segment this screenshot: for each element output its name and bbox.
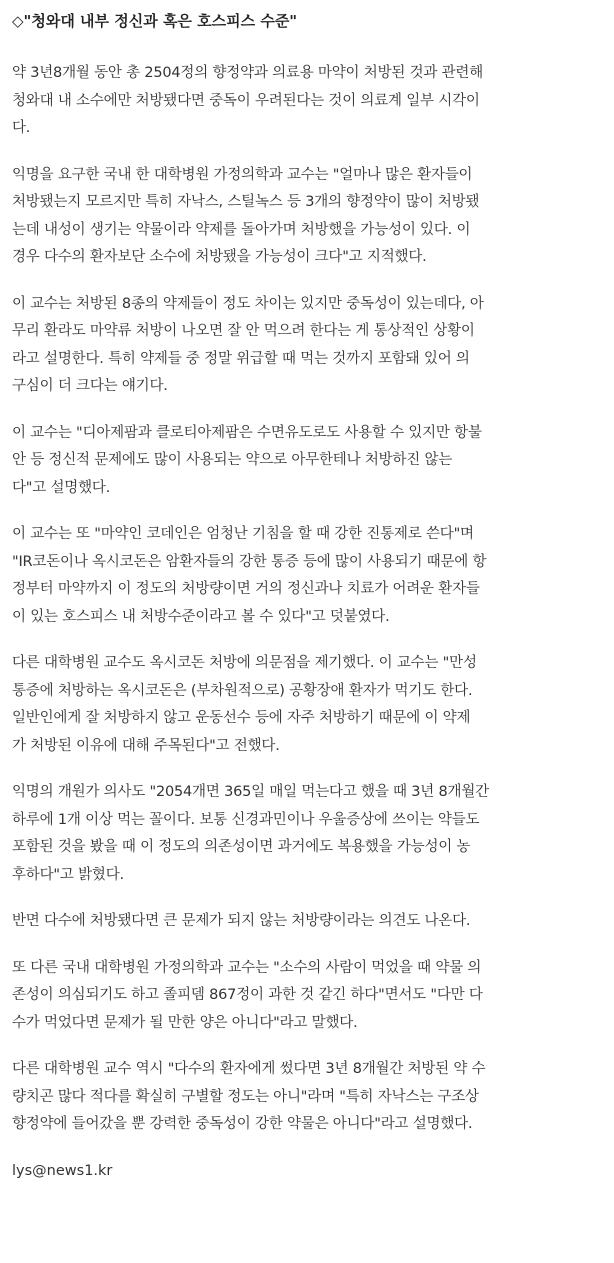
paragraph-line: 다른 대학병원 교수 역시 "다수의 환자에게 썼다면 3년 8개월간 처방된 약 수 (12, 1061, 486, 1077)
paragraph-line: 량치곤 많다 적다를 확실히 구별할 정도는 아니"라며 "특히 자낙스는 구조상 (12, 1088, 479, 1105)
article-paragraph (12, 162, 610, 272)
paragraph-line: 약 3년8개월 동안 총 2504정의 향정약과 의료용 마약이 처방된 것과 관련해 (12, 65, 484, 81)
article-paragraph (12, 908, 610, 936)
paragraph-line: 수가 먹었다면 문제가 될 만한 양은 아니다"라고 말했다. (12, 1014, 358, 1031)
paragraph-line: 하루에 1개 이상 먹는 꼴이다. 보통 신경과민이나 우울증상에 쓰이는 약들도 (12, 811, 480, 828)
paragraph-line: 청와대 내 소수에만 처방됐다면 중독이 우려된다는 것이 의료계 일부 시각이 (12, 92, 480, 109)
paragraph-line: 포함된 것을 봤을 때 이 정도의 의존성이면 과거에도 복용했을 가능성이 농 (12, 839, 471, 855)
paragraph-list (12, 60, 610, 1158)
article-paragraph (12, 955, 610, 1038)
paragraph-line: 익명의 개원가 의사도 "2054개면 365일 매일 먹는다고 했을 때 3년 8개월간 (12, 784, 489, 800)
paragraph-line: 이 교수는 또 "마약인 코데인은 엄청난 기침을 할 때 강한 진통제로 쓴다"며 (12, 526, 474, 542)
article-paragraph (12, 420, 610, 503)
paragraph-line: 는데 내성이 생기는 약물이라 약제를 돌아가며 처방했을 가능성이 있다. 이 (12, 221, 471, 238)
paragraph-line: 반면 다수에 처방됐다면 큰 문제가 되지 않는 처방량이라는 의견도 나온다. (12, 913, 471, 929)
paragraph-line: 무리 환라도 마약류 처방이 나오면 잘 안 먹으려 한다는 게 통상적인 상황이 (12, 323, 475, 339)
paragraph-line: 존성이 의심되기도 하고 졸피뎀 867정이 과한 것 같긴 하다"면서도 "다만 다 (12, 987, 483, 1003)
paragraph-line: 안 등 정신적 문제에도 많이 사용되는 약으로 아무한테나 처방하진 않는 (12, 452, 453, 468)
paragraph-line: 향정약에 들어갔을 뿐 강력한 중독성이 강한 약물은 아니다"라고 설명했다. (12, 1116, 473, 1132)
paragraph-line: 경우 다수의 환자보단 소수에 처방됐을 가능성이 크다"고 지적했다. (12, 249, 427, 265)
paragraph-line: 이 있는 호스피스 내 처방수준이라고 볼 수 있다"고 덧붙였다. (12, 608, 390, 625)
paragraph-line: 후하다"고 밝혔다. (12, 866, 124, 883)
paragraph-line: "IR코돈이나 옥시코돈은 암환자들의 강한 통증 등에 많이 사용되기 때문에 항 (12, 553, 487, 570)
paragraph-line: 또 다른 국내 대학병원 가정의학과 교수는 "소수의 사람이 먹었을 때 약물 의 (12, 959, 482, 976)
paragraph-line: 가 처방된 이유에 대해 주목된다"고 전했다. (12, 737, 280, 754)
article-paragraph (12, 291, 610, 401)
paragraph-line: 정부터 마약까지 이 정도의 처방량이면 거의 정신과나 치료가 어려운 환자들 (12, 581, 480, 597)
paragraph-line: 이 교수는 처방된 8종의 약제들이 정도 차이는 있지만 중독성이 있는데다, 아 (12, 295, 484, 312)
article-paragraph (12, 779, 610, 889)
paragraph-line: 처방됐는지 모르지만 특히 자낙스, 스틸녹스 등 3개의 향정약이 많이 처방됐 (12, 194, 480, 210)
paragraph-line: 다"고 설명했다. (12, 479, 111, 496)
paragraph-line: 일반인에게 잘 처방하지 않고 운동선수 등에 자주 처방하기 때문에 이 약제 (12, 710, 471, 726)
article-paragraph (12, 521, 610, 631)
author-email: lys@news1.kr (12, 1162, 113, 1179)
article-paragraph (12, 60, 610, 143)
article-paragraph (12, 650, 610, 760)
paragraph-line: 라고 설명한다. 특히 약제들 중 정말 위급할 때 먹는 것까지 포함돼 있어 의 (12, 350, 470, 367)
paragraph-line: 다. (12, 120, 31, 136)
paragraph-line: 구심이 더 크다는 얘기다. (12, 378, 168, 394)
section-heading: ◇"청와대 내부 정신과 혹은 호스피스 수준" (12, 12, 298, 30)
article-paragraph (12, 1056, 610, 1139)
paragraph-line: 이 교수는 "디아제팜과 클로티아제팜은 수면유도로도 사용할 수 있지만 항불 (12, 424, 482, 441)
article-body (12, 8, 610, 1184)
paragraph-line: 다른 대학병원 교수도 옥시코돈 처방에 의문점을 제기했다. 이 교수는 "만성 (12, 655, 477, 671)
paragraph-line: 통증에 처방하는 옥시코돈은 (부차원적으로) 공황장애 환자가 먹기도 한다. (12, 682, 473, 699)
paragraph-line: 익명을 요구한 국내 한 대학병원 가정의학과 교수는 "얼마나 많은 환자들이 (12, 166, 473, 183)
